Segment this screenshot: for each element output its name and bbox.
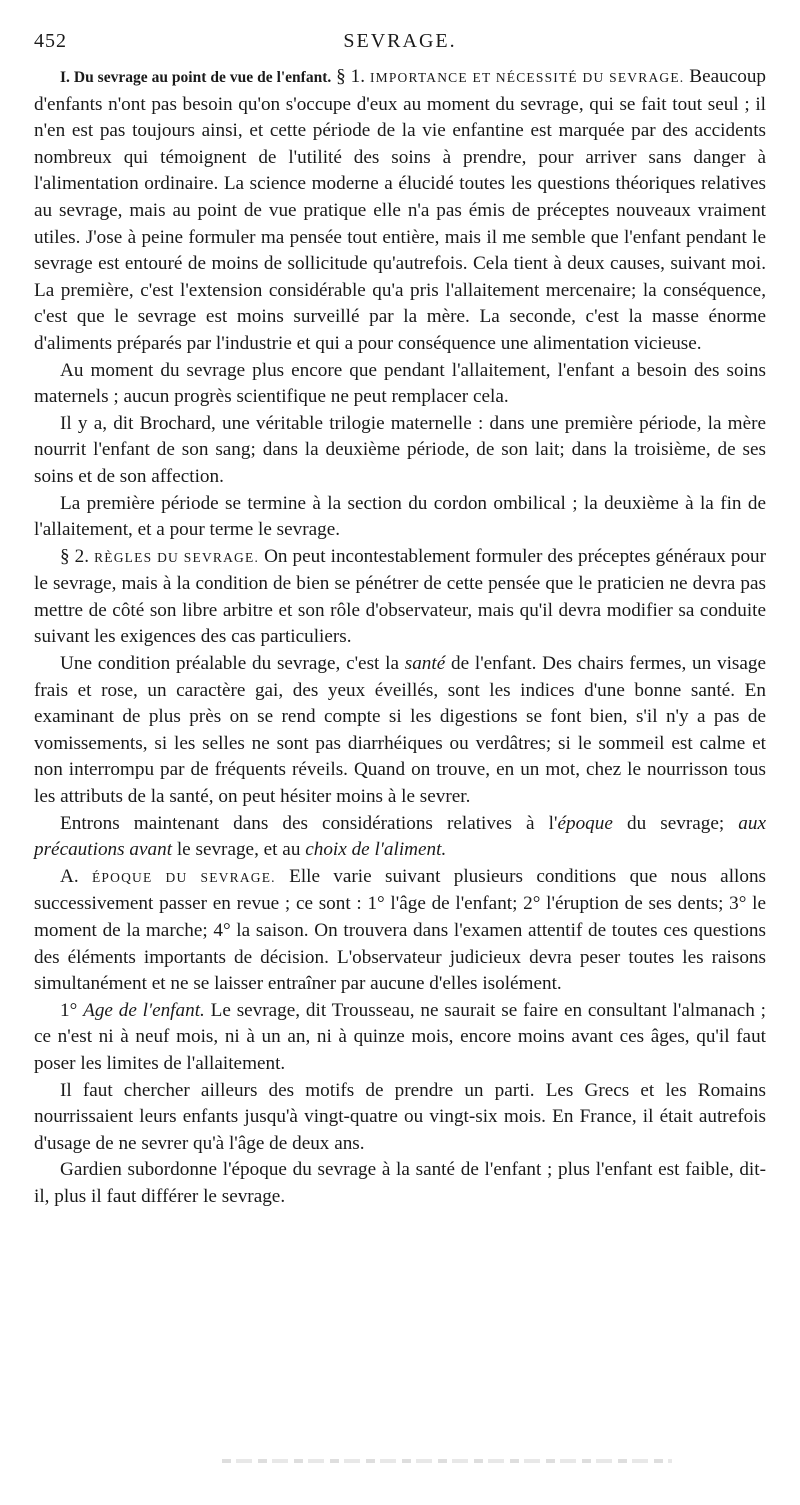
page-number: 452	[34, 30, 67, 52]
paragraph-text: de l'enfant. Des chairs fermes, un visage frais et rose, un caractère gai, des yeux éveillés, sont les indices d'une bonne santé. En examinant de plus près on se rend compte si les digestions se font bien, s'il n'y a pas de vomissements, si les selles ne sont pas diarrhéiques ou verdâtres; si le sommeil est calme et non interrompu par de fréquents réveils. Quand on trouve, en un mot, chez le nourrisson tous les attributs de la santé, on peut hésiter moins à le sevrer.	[34, 653, 767, 808]
emphasis-text: Age de l'enfant.	[83, 999, 205, 1021]
paragraph-10: Il faut chercher ailleurs des motifs de prendre un parti. Les Grecs et les Romains nourrissaient leurs enfants jusqu'à vingt-quatre ou vingt-six mois. En France, il était autrefois d'usage de ne sevrer qu'à l'âge de deux ans.	[34, 1079, 766, 1154]
paragraph-text: le sevrage, et au	[176, 839, 301, 861]
heading-number: § 1.	[336, 66, 366, 87]
paragraph-text: Une condition préalable du sevrage, c'est la	[60, 653, 399, 675]
paragraph-8	[34, 864, 766, 998]
paragraph-1	[34, 64, 766, 358]
subsection-label: A.	[60, 865, 79, 887]
section-heading: RÈGLES DU SEVRAGE.	[94, 549, 260, 565]
paragraph-text: Entrons maintenant dans des considérations relatives à l'	[60, 812, 558, 834]
body-text	[34, 64, 766, 1211]
paragraph-3: Il y a, dit Brochard, une véritable trilogie maternelle : dans une première période, la mère nourrit l'enfant de son sang; dans la deuxième période, de son lait; dans la troisième, de ses soins et de son affection.	[34, 412, 766, 487]
paragraph-text: Le sevrage, dit Trousseau, ne saurait se faire en consultant l'almanach ; ce n'est ni à neuf mois, ni à un an, ni à quinze mois, encore moins avant ces âges, qu'il faut poser les limites de l'allaitement.	[34, 999, 767, 1074]
paragraph-5	[34, 544, 766, 651]
page-header	[34, 30, 766, 60]
footer-print-smudge	[222, 1459, 672, 1463]
subsection-label: 1°	[60, 999, 78, 1021]
paragraph-4: La première période se termine à la section du cordon ombilical ; la deuxième à la fin de l'allaitement, et a pour terme le sevrage.	[34, 492, 766, 541]
running-head: SEVRAGE.	[343, 30, 457, 52]
heading-number: § 2.	[60, 545, 90, 567]
emphasis-text: époque	[557, 812, 613, 834]
paragraph-text: Elle varie suivant plusieurs conditions que nous allons successivement passer en revue ; ce sont : 1° l'âge de l'enfant; 2° l'éruption de ses dents; 3° le moment de la marche; 4° la saison. On trouvera dans l'examen attentif de toutes ces questions des éléments importants de décision. L'observateur judicieux devra peser toutes les raisons simultanément et ne se laisser entraîner par aucune d'elles isolément.	[34, 865, 767, 995]
paragraph-7	[34, 811, 766, 864]
section-heading: IMPORTANCE ET NÉCESSITÉ DU SEVRAGE.	[369, 70, 685, 85]
emphasis-text: santé	[404, 653, 446, 675]
paragraph-2: Au moment du sevrage plus encore que pendant l'allaitement, l'enfant a besoin des soins maternels ; aucun progrès scientifique ne peut remplacer cela.	[34, 359, 766, 408]
paragraph-text: Beaucoup d'enfants n'ont pas besoin qu'on s'occupe d'eux au moment du sevrage, qui se fait tout seul ; il n'en est pas toujours ainsi, et cette période de la vie enfantine est marquée par des accidents nombreux qui témoignent de l'utilité des soins à prendre, pour arriver sans danger à l'alimentation ordinaire. La science moderne a élucidé toutes les questions théoriques relatives au sevrage, mais au point de vue pratique elle n'a pas émis de préceptes nouveaux vraiment utiles. J'ose à peine formuler ma pensée tout entière, mais il me semble que l'enfant pendant le sevrage est entouré de moins de sollicitude qu'autrefois. Cela tient à deux causes, suivant moi. La première, c'est l'extension considérable qu'a pris l'allaitement mercenaire; la conséquence, c'est que le sevrage est moins surveillé par la mère. La seconde, c'est la masse énorme d'aliments préparés par l'industrie et qui a pour conséquence une alimentation vicieuse.	[34, 66, 767, 354]
emphasis-text: choix de l'aliment.	[305, 839, 447, 861]
paragraph-6	[34, 651, 766, 811]
emphasis-text: aux précautions avant	[34, 812, 766, 861]
paragraph-11: Gardien subordonne l'époque du sevrage à la santé de l'enfant ; plus l'enfant est faible, dit-il, plus il faut différer le sevrage.	[34, 1159, 766, 1207]
paragraph-text: du sevrage;	[626, 812, 725, 834]
section-title: I. Du sevrage au point de vue de l'enfant.	[60, 69, 332, 86]
paragraph-9	[34, 998, 766, 1078]
section-heading: ÉPOQUE DU SEVRAGE.	[91, 869, 276, 885]
paragraph-text: On peut incontestablement formuler des préceptes généraux pour le sevrage, mais à la condition de bien se pénétrer de cette pensée que le praticien ne devra pas mettre de côté son libre arbitre et son rôle d'observateur, mais qu'il devra modifier sa conduite suivant les exigences des cas particuliers.	[34, 545, 767, 648]
